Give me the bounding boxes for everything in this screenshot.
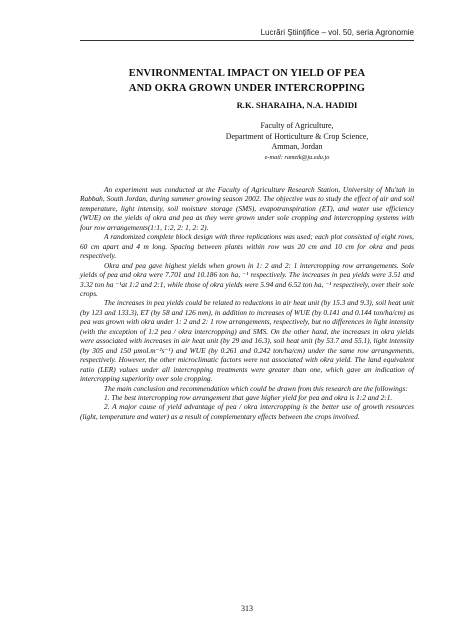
author-affiliation	[180, 121, 414, 163]
affiliation-line-1: Faculty of Agriculture,	[260, 121, 334, 130]
title-line-2: AND OKRA GROWN UNDER INTERCROPPING	[128, 83, 366, 94]
running-head: Lucrări Ştiinţifice – vol. 50, seria Agronomie	[260, 28, 414, 37]
abstract-paragraph-4: The increases in pea yields could be related to reductions in air heat unit (by 15.3 and 9.3), soil heat unit (by 123 and 133.3), ET (by 58 and 126 mm), in addition to increases of WUE (by 0.141 and 0.144 ton/ha/cm) as pea was grown with okra under 1: 2 and 2: 1 row arrangements, respectively, but no differences in light intensity (with the exception of 1:2 pea / okra intercropping) and SMS. On the other hand, the increases in okra yields were associated with increases in air heat unit (by 29 and 16.3), soil heat unit (by 53.7 and 55.1), light intensity (by 305 and 150 μmol.m⁻²s⁻¹) and WUE (by 0.261 and 0.242 ton/ha/cm) under the same row arrangements, respectively. However, the other microclimatic factors were not associated with okra yield. The land equivalent ratio (LER) values under all intercropping treatments were greater than one, which gave an indication of intercropping superiority over sole cropping.	[80, 298, 414, 384]
article-authors: R.K. SHARAIHA, N.A. HADIDI	[236, 100, 358, 110]
article-title	[80, 66, 414, 96]
affiliation-line-3: Amman, Jordan	[271, 142, 323, 152]
abstract-paragraph-3: Okra and pea gave highest yields when grown in 1: 2 and 2: 1 intercropping row arrangements. Sole yields of pea and okra were 7.701 and 10.186 ton ha, ⁻¹ respectively. The increases in pea yields were 3.51 and 3.32 ton ha ⁻¹at 1:2 and 2:1, while those of okra yields were 5.94 and 6.52 ton ha, ⁻¹ respectively, over their sole crops.	[80, 260, 414, 298]
page-number: 313	[241, 604, 253, 613]
abstract-paragraph-6: 1. The best intercropping row arrangement that gave higher yield for pea and okra is 1:2 and 2:1.	[104, 392, 393, 402]
abstract	[80, 185, 414, 421]
title-line-1: ENVIRONMENTAL IMPACT ON YIELD OF PEA	[128, 68, 366, 79]
header-rule	[80, 40, 414, 41]
affiliation-line-2: Department of Horticulture & Crop Science,	[225, 131, 369, 141]
author-email: e-mail: ramzik@ju.edu.jo	[264, 153, 330, 161]
abstract-paragraph-1: An experiment was conducted at the Faculty of Agriculture Research Station, University of Mu'tah in Rabbah, South Jordan, during summer growing season 2002. The objective was to study the effect of air and soil temperature, light intensity, soil moisture storage (SMS), evapotranspiration (ET), and water use efficiency (WUE) on the yields of okra and pea as they were grown under sole cropping and intercropping systems with four row arrangements(1:1, 1:2, 2: 1, 2: 2).	[80, 185, 414, 232]
abstract-paragraph-2: A randomized complete block design with three replications was used; each plot consisted of eight rows, 60 cm apart and 4 m long. Spacing between plants within row was 20 cm and 10 cm for okra and peas respectively.	[80, 232, 414, 261]
abstract-paragraph-5: The main conclusion and recommendation which could be drawn from this research are the followings:	[104, 383, 408, 393]
abstract-paragraph-7: 2. A major cause of yield advantage of pea / okra intercropping is the better use of growth resources (light, temperature and water) as a result of complementary effects between the crops involved.	[80, 402, 414, 421]
